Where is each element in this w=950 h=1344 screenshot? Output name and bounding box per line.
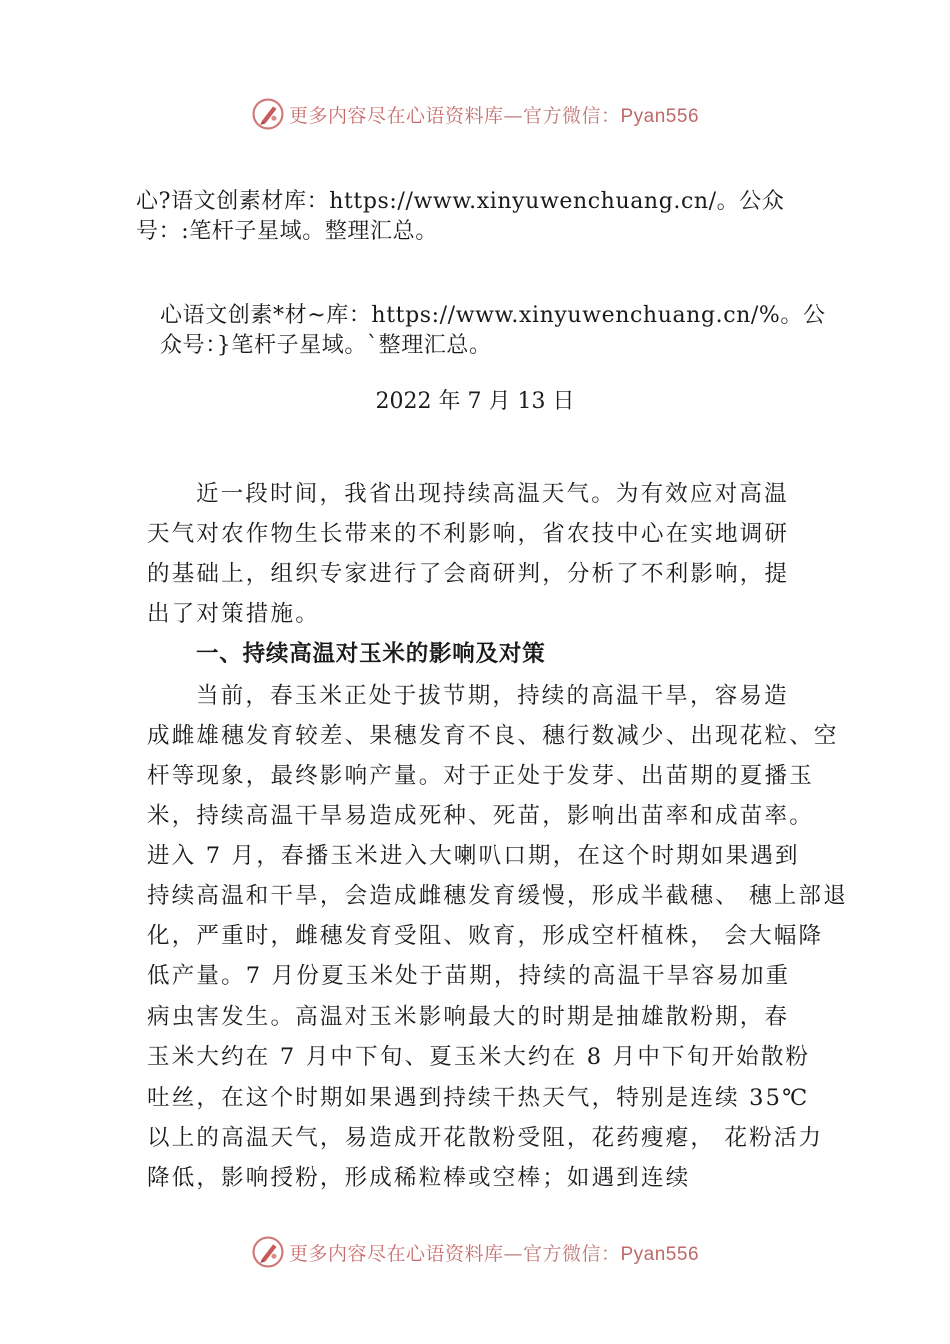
section-1-line-11: 吐丝，在这个时期如果遇到持续干热天气，特别是连续 35℃ [147, 1085, 810, 1111]
section-1-line-4: 米，持续高温干旱易造成死种、死苗，影响出苗率和成苗率。 [147, 803, 814, 829]
banner-title: 更多内容尽在心语资料库 [288, 1242, 504, 1265]
section-1-line-2: 成雌雄穗发育较差、果穗发育不良、穗行数减少、出现花粒、空 [147, 723, 839, 749]
banner-dash: — [503, 104, 523, 127]
section-1-line-3: 杆等现象，最终影响产量。对于正处于发芽、出苗期的夏播玉 [147, 763, 814, 789]
source-note-1-line-2: 号：:笔杆子星域。整理汇总。 [136, 219, 438, 244]
intro-line-1: 近一段时间，我省出现持续高温天气。为有效应对高温 [196, 481, 789, 507]
header-banner [0, 94, 950, 134]
banner-wechat-id: Pyan556 [620, 105, 700, 127]
source-note-2-line-1: 心语文创素*材~库：https://www.xinyuwenchuang.cn/%。公 [160, 303, 826, 328]
document-date: 2022 年 7 月 13 日 [375, 389, 575, 414]
banner-wechat-label: 官方微信： [522, 104, 621, 127]
banner-dash: — [503, 1242, 523, 1265]
intro-line-4: 出了对策措施。 [147, 601, 320, 627]
section-1-line-8: 低产量。7 月份夏玉米处于苗期，持续的高温干旱容易加重 [147, 963, 791, 989]
section-1-line-5: 进入 7 月，春播玉米进入大喇叭口期，在这个时期如果遇到 [147, 843, 800, 869]
section-1-line-12: 以上的高温天气，易造成开花散粉受阻，花药瘦瘪， 花粉活力 [147, 1125, 824, 1151]
intro-line-3: 的基础上，组织专家进行了会商研判，分析了不利影响，提 [147, 561, 790, 587]
banner-wechat-label: 官方微信： [522, 1242, 621, 1265]
section-1-line-9: 病虫害发生。高温对玉米影响最大的时期是抽雄散粉期，春 [147, 1004, 790, 1030]
banner-wechat-id: Pyan556 [620, 1243, 700, 1265]
brand-logo-icon [251, 97, 285, 131]
source-note-1-line-1: 心?语文创素材库：https://www.xinyuwenchuang.cn/。公众 [136, 189, 785, 214]
section-1-line-1: 当前，春玉米正处于拔节期，持续的高温干旱，容易造 [196, 683, 789, 709]
section-1-line-10: 玉米大约在 7 月中下旬、夏玉米大约在 8 月中下旬开始散粉 [147, 1044, 811, 1070]
section-1-line-13: 降低，影响授粉，形成稀粒棒或空棒；如遇到连续 [147, 1165, 691, 1191]
source-note-2-line-2: 众号：}笔杆子星域。`整理汇总。 [160, 333, 492, 358]
section-1-heading: 一、持续高温对玉米的影响及对策 [196, 641, 546, 667]
footer-banner [0, 1232, 950, 1272]
section-1-line-7: 化，严重时，雌穗发育受阻、败育，形成空杆植株， 会大幅降 [147, 923, 824, 949]
intro-line-2: 天气对农作物生长带来的不利影响，省农技中心在实地调研 [147, 521, 790, 547]
section-1-line-6: 持续高温和干旱，会造成雌穗发育缓慢，形成半截穗、 穗上部退 [147, 883, 848, 909]
banner-title: 更多内容尽在心语资料库 [288, 104, 504, 127]
brand-logo-icon [251, 1235, 285, 1269]
